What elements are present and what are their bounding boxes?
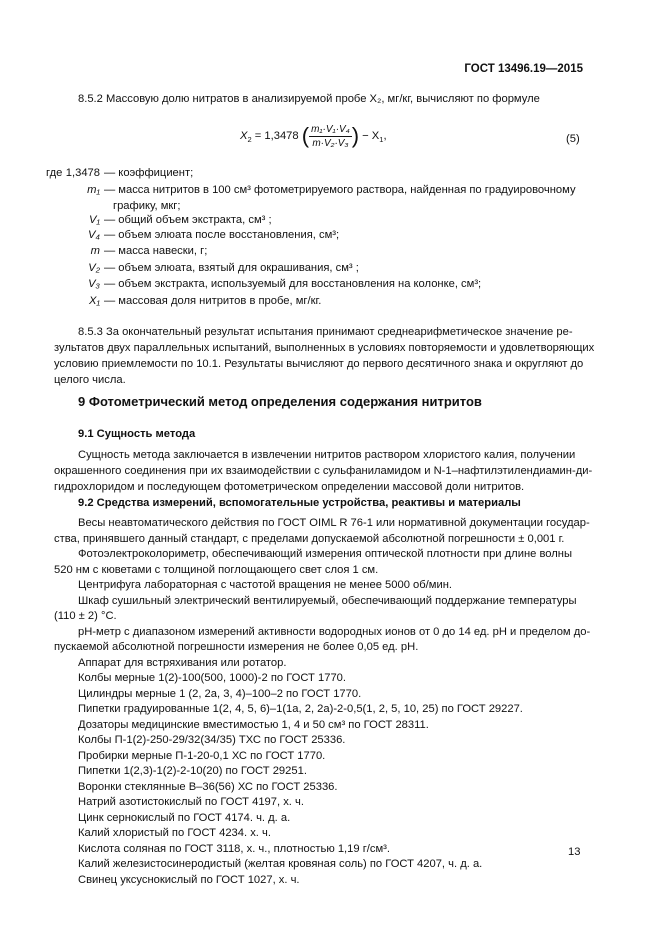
list-item: Шкаф сушильный электрический вентилируемый, обеспечивающий поддержание температуры <box>78 594 577 607</box>
list-item: Пробирки мерные П-1-20-0,1 ХС по ГОСТ 1770. <box>78 749 326 762</box>
list-item: Весы неавтоматического действия по ГОСТ OIML R 76-1 или нормативной документации государ- <box>78 517 590 529</box>
paragraph-line: Сущность метода заключается в извлечении нитритов раствором хлористого калия, получении <box>78 449 576 461</box>
list-item: Дозаторы медицинские вместимостью 1, 4 и 50 см³ по ГОСТ 28311. <box>78 718 429 731</box>
list-item: 520 нм с кюветами с толщиной поглощающего свет слоя 1 см. <box>54 563 379 576</box>
section-9-1-text <box>54 447 592 495</box>
formula-lhs: X <box>240 129 248 142</box>
paragraph-8-5-2: 8.5.2 Массовую долю нитратов в анализируемой пробе X₂, мг/кг, вычисляют по формуле <box>78 93 540 105</box>
section-9-2-heading: 9.2 Средства измерений, вспомогательные устройства, реактивы и материалы <box>78 497 521 509</box>
formula-coef: = 1,3478 <box>254 129 299 142</box>
list-item: Фотоэлектроколориметр, обеспечивающий измерения оптической плотности при длине волны <box>78 548 573 560</box>
list-item: (110 ± 2) °С. <box>54 610 117 622</box>
paragraph-line: 8.5.3 За окончательный результат испытания принимают среднеарифметическое значение ре- <box>78 326 573 338</box>
list-item: pH-метр с диапазоном измерений активности водородных ионов от 0 до 14 ед. pH и пределом до- <box>78 625 591 638</box>
definition-text: — объем экстракта, используемый для восстановления на колонке, см³; <box>104 278 482 290</box>
paragraph-line: гидрохлоридом и последующем фотометрическом определении массовой доли нитритов. <box>54 481 525 493</box>
formula-lhs-sub: 2 <box>247 135 252 145</box>
list-item: Калий хлористый по ГОСТ 4234. х. ч. <box>78 827 271 839</box>
list-item: Свинец уксуснокислый по ГОСТ 1027, х. ч. <box>78 873 300 886</box>
formula-rhs-sub: 1 <box>379 135 384 145</box>
section-9-2-text <box>54 516 590 888</box>
formula-close-paren: ) <box>351 123 360 148</box>
paragraph-line: условию приемлемости по 10.1. Результаты вычисляют до первого десятичного знака и округляют до <box>54 358 584 370</box>
list-item: Воронки стеклянные В–36(56) ХС по ГОСТ 25336. <box>78 780 338 793</box>
paragraph-line: целого числа. <box>54 374 126 386</box>
formula-numerator: m₁·V₁·V₄ <box>311 123 350 135</box>
list-item: Колбы мерные 1(2)-100(500, 1000)-2 по ГОСТ 1770. <box>78 672 346 684</box>
list-item: ства, принявшего данный стандарт, с пределами допускаемой абсолютной погрешности ± 0,001 г. <box>54 532 565 545</box>
list-item: пускаемой абсолютной погрешности измерения не более 0,05 ед. pH. <box>54 641 419 653</box>
definition-symbol: V₄ <box>88 229 100 241</box>
where-label: где <box>46 167 63 179</box>
definition-text: — коэффициент; <box>104 167 194 179</box>
definition-symbol: V₂ <box>88 262 100 274</box>
definition-text: — масса нитритов в 100 см³ фотометрируемого раствора, найденная по градуировочному <box>104 184 576 196</box>
list-item: Калий железистосинеродистый (желтая кровяная соль) по ГОСТ 4207, ч. д. а. <box>78 858 483 870</box>
formula-rhs: − X <box>362 129 380 142</box>
formula-denominator: m·V₂·V₃ <box>312 137 349 149</box>
formula-rhs-tail: , <box>383 129 387 142</box>
list-item: Пипетки градуированные 1(2, 4, 5, 6)–1(1а, 2, 2а)-2-0,5(1, 2, 5, 10, 25) по ГОСТ 29227. <box>78 703 523 715</box>
formula-number: (5) <box>566 133 580 145</box>
list-item: Пипетки 1(2,3)-1(2)-2-10(20) по ГОСТ 29251. <box>78 765 307 777</box>
definition-text: — массовая доля нитритов в пробе, мг/кг. <box>104 295 322 307</box>
definition-text: — объем элюата, взятый для окрашивания, см³ ; <box>104 262 359 274</box>
definition-symbol: V₃ <box>88 278 100 290</box>
definition-symbol: m₁ <box>87 184 100 196</box>
formula-open-paren: ( <box>301 123 310 148</box>
definition-text: — объем элюата после восстановления, см³; <box>104 229 340 241</box>
definition-symbol: V₁ <box>89 214 100 226</box>
section-9-heading: 9 Фотометрический метод определения содержания нитритов <box>78 394 482 409</box>
paragraph-8-5-3 <box>54 324 595 388</box>
document-header: ГОСТ 13496.19—2015 <box>464 63 583 75</box>
definition-symbol: m <box>90 245 100 257</box>
definition-text: — общий объем экстракта, см³ ; <box>104 214 272 226</box>
section-9-1-heading: 9.1 Сущность метода <box>78 428 196 440</box>
list-item: Аппарат для встряхивания или ротатор. <box>78 656 287 669</box>
paragraph-line: зультатов двух параллельных испытаний, выполненных в условиях повторяемости и удовлетворяющих <box>54 342 595 354</box>
definition-text: — масса навески, г; <box>104 245 208 257</box>
paragraph-line: окрашенного соединения при их взаимодействии с сульфаниламидом и N-1–нафтилэтилендиамин-ди- <box>54 465 593 477</box>
list-item: Цинк сернокислый по ГОСТ 4174. ч. д. а. <box>78 811 291 824</box>
list-item: Натрий азотистокислый по ГОСТ 4197, х. ч. <box>78 796 304 808</box>
definition-symbol: X₁ <box>89 295 100 307</box>
formula-5 <box>240 123 387 149</box>
list-item: Кислота соляная по ГОСТ 3118, х. ч., плотностью 1,19 г/см³. <box>78 842 391 855</box>
formula-fraction <box>309 124 352 149</box>
list-item: Колбы П-1(2)-250-29/32(34/35) ТХС по ГОСТ 25336. <box>78 734 346 746</box>
list-item: Цилиндры мерные 1 (2, 2а, 3, 4)–100–2 по ГОСТ 1770. <box>78 687 362 700</box>
page-number: 13 <box>568 846 581 858</box>
list-item: Центрифуга лабораторная с частотой вращения не менее 5000 об/мин. <box>78 579 452 591</box>
definition-symbol: 1,3478 <box>65 167 100 179</box>
definition-text: графику, мкг; <box>113 200 181 212</box>
